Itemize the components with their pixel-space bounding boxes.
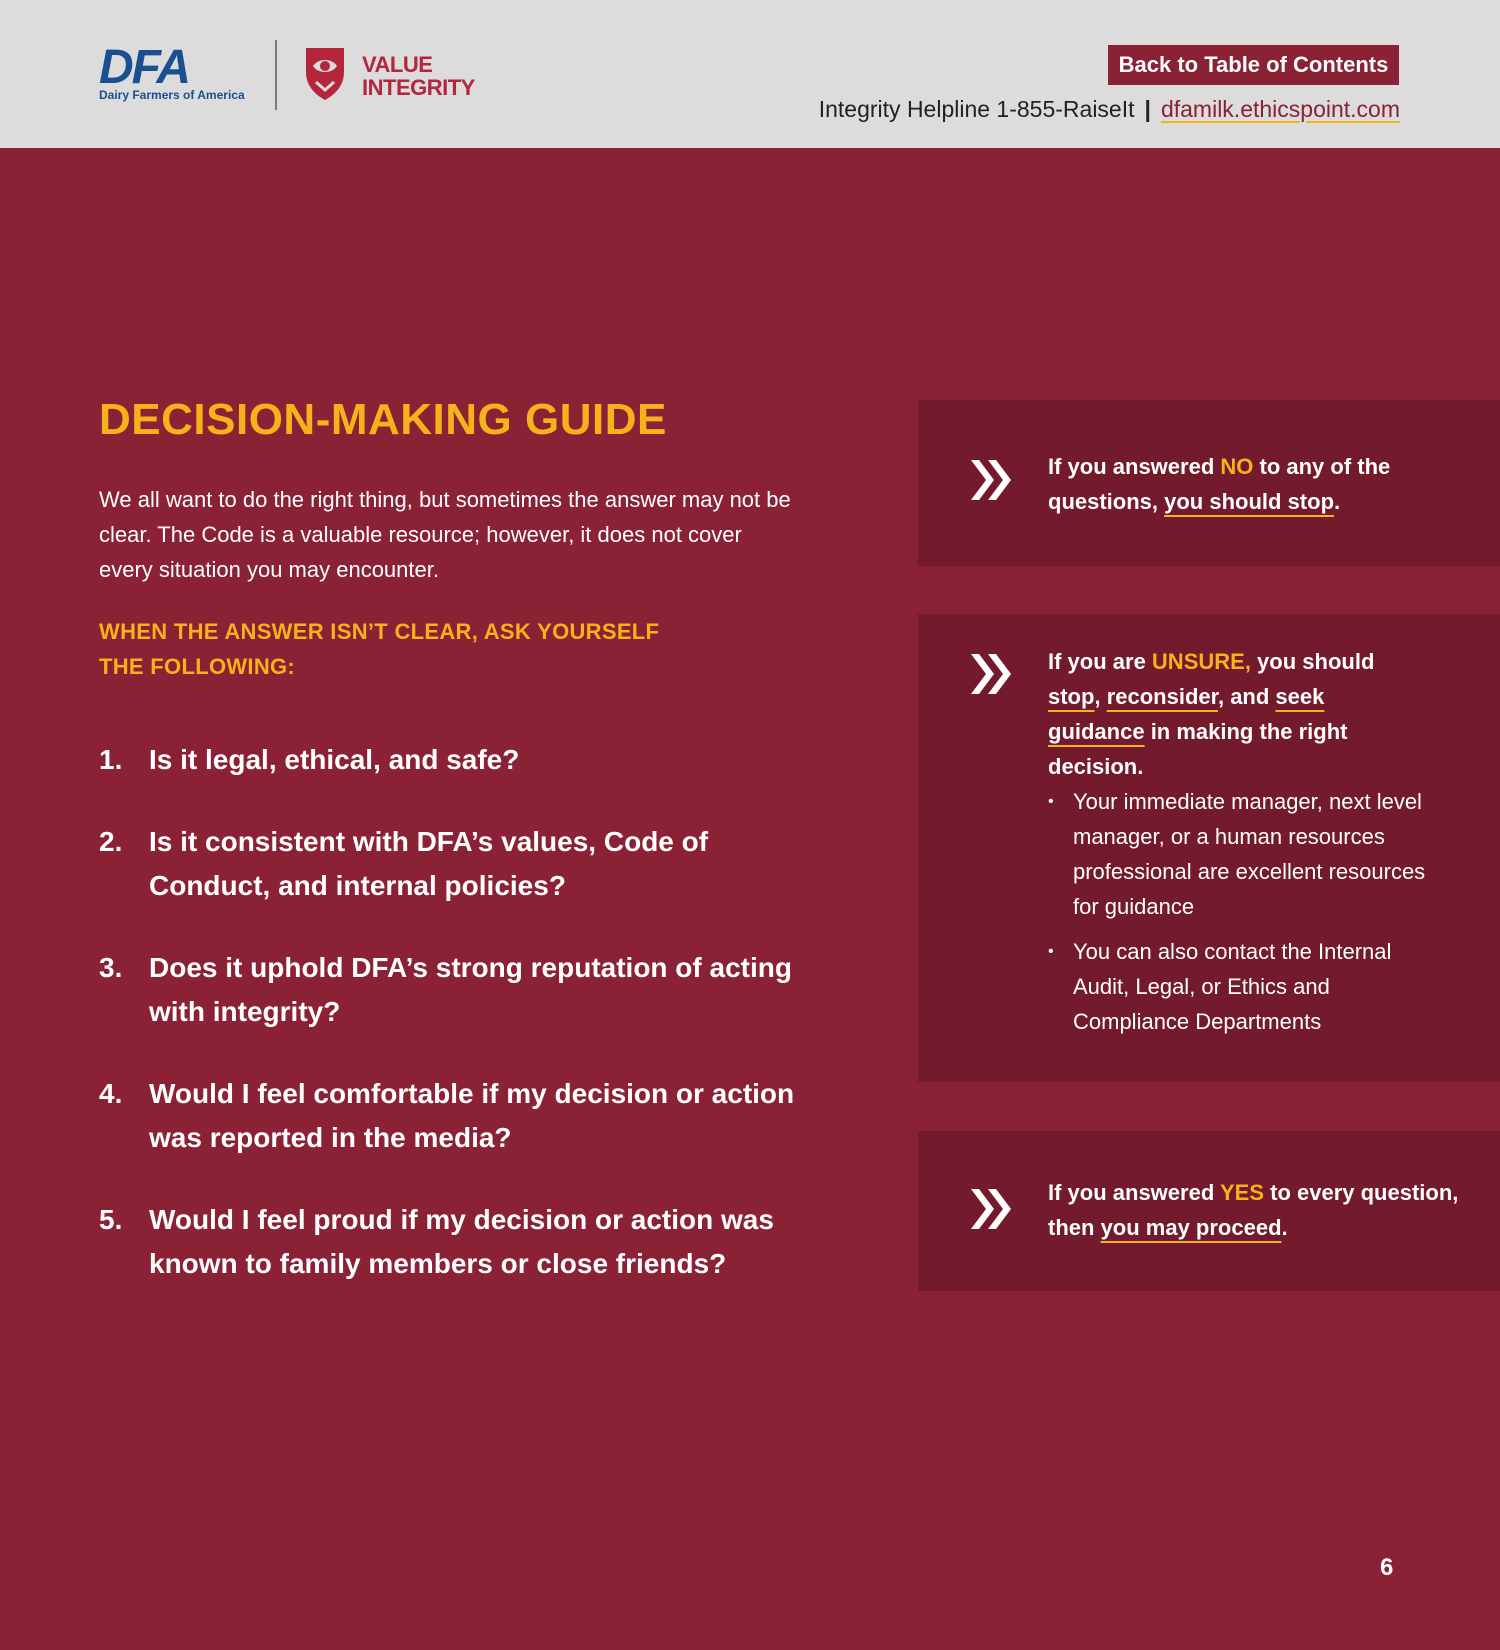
dfa-logo[interactable] <box>99 41 251 106</box>
list-item <box>99 738 799 782</box>
helpline-text: Integrity Helpline 1-855-RaiseIt <box>818 96 1135 122</box>
logo-divider <box>275 40 277 110</box>
list-item <box>99 1072 799 1160</box>
question-number: 2. <box>99 826 123 857</box>
no-keyword: NO <box>1220 454 1254 479</box>
no-text-3: . <box>1334 489 1341 514</box>
answer-yes-panel <box>918 1131 1500 1291</box>
questions-subheading: WHEN THE ANSWER ISN’T CLEAR, ASK YOURSELF THE FOLLOWING: <box>99 619 660 679</box>
list-item: • You can also contact the Internal Audit, Legal, or Ethics and Compliance Departments <box>1048 934 1428 1039</box>
double-chevron-right-icon <box>968 457 1014 503</box>
unsure-text-2: you should <box>1250 649 1375 674</box>
question-text: Is it legal, ethical, and safe? <box>149 744 520 775</box>
list-item: • Your immediate manager, next level manager, or a human resources professional are excellent resources for guidance <box>1048 784 1428 924</box>
question-number: 3. <box>99 952 123 983</box>
question-text: Would I feel comfortable if my decision or action was reported in the media? <box>149 1078 795 1153</box>
page-number: 6 <box>1380 1554 1394 1581</box>
question-text: Does it uphold DFA’s strong reputation of acting with integrity? <box>149 952 792 1027</box>
question-text: Would I feel proud if my decision or action was known to family members or close friends? <box>149 1204 774 1279</box>
double-chevron-right-icon <box>968 651 1014 697</box>
no-action: you should stop <box>1164 489 1335 514</box>
no-text-2: to any of the questions, <box>1048 454 1391 514</box>
answer-no-text <box>1048 449 1468 519</box>
list-item <box>99 946 799 1034</box>
no-text-1: If you answered <box>1048 454 1221 479</box>
unsure-keyword: UNSURE, <box>1151 649 1251 674</box>
helpline-separator: | <box>1144 96 1151 122</box>
value-integrity-label <box>362 53 475 99</box>
dfa-logo-mark: DFA <box>99 41 189 94</box>
back-to-toc-button[interactable]: Back to Table of Contents <box>1108 45 1399 85</box>
unsure-text-5: in making the right decision. <box>1048 719 1348 779</box>
ethicspoint-link[interactable]: dfamilk.ethicspoint.com <box>1160 96 1400 122</box>
yes-text-3: . <box>1281 1215 1288 1240</box>
question-number: 5. <box>99 1204 123 1235</box>
question-number: 1. <box>99 744 123 775</box>
question-text: Is it consistent with DFA’s values, Code of Conduct, and internal policies? <box>149 826 709 901</box>
answer-yes-text <box>1048 1175 1468 1245</box>
answer-unsure-text <box>1048 644 1408 784</box>
dfa-logo-tagline: Dairy Farmers of America <box>99 88 245 102</box>
unsure-text-3: , <box>1094 684 1107 709</box>
question-list <box>99 738 799 1324</box>
unsure-reconsider: reconsider <box>1106 684 1218 709</box>
page-title: DECISION-MAKING GUIDE <box>99 395 667 444</box>
answer-no-panel <box>918 400 1500 566</box>
answer-unsure-panel <box>918 614 1500 1082</box>
unsure-seek-guidance: seek guidance <box>1048 684 1325 744</box>
value-label: VALUE <box>362 52 433 77</box>
shield-icon <box>302 44 348 102</box>
list-item <box>99 1198 799 1286</box>
yes-keyword: YES <box>1219 1180 1265 1205</box>
unsure-text-4: , and <box>1217 684 1276 709</box>
unsure-text-1: If you are <box>1048 649 1152 674</box>
yes-text-1: If you answered <box>1048 1180 1220 1205</box>
page-header <box>0 0 1500 148</box>
double-chevron-right-icon <box>968 1186 1014 1232</box>
list-item <box>99 820 799 908</box>
guidance-bullet-list <box>1048 784 1428 1049</box>
unsure-stop: stop <box>1048 684 1095 709</box>
yes-action: you may proceed <box>1100 1215 1282 1240</box>
yes-text-2: to every question, then <box>1048 1180 1459 1240</box>
integrity-label: INTEGRITY <box>362 75 475 100</box>
helpline <box>819 96 1400 123</box>
question-number: 4. <box>99 1078 123 1109</box>
intro-paragraph: We all want to do the right thing, but sometimes the answer may not be clear. The Code is a valuable resource; however, it does not cover every situation you may encounter. <box>99 487 791 582</box>
